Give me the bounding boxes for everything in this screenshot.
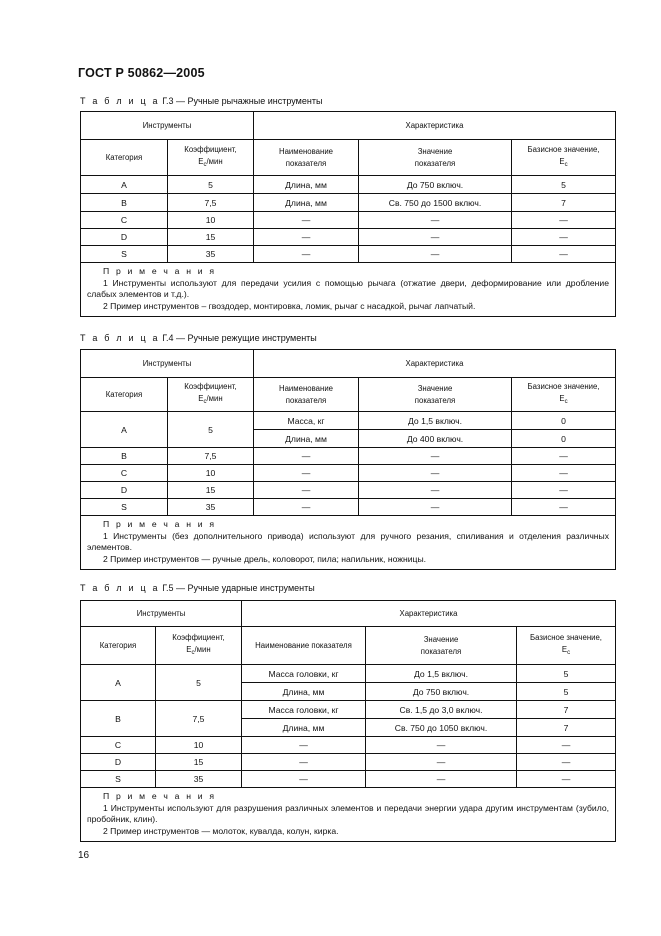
cell-base-value: 5 [517,683,616,701]
cell-category: D [81,229,168,246]
cell-coefficient: 10 [156,737,242,754]
cell-parameter-value: — [359,212,512,229]
cell-category: B [81,194,168,212]
cell-parameter-value: До 750 включ. [366,683,517,701]
cell-parameter-value: — [359,448,512,465]
cell-coefficient: 35 [156,771,242,788]
cell-parameter-name: — [254,482,359,499]
header-coefficient: Коэффициент, $E_с$/мин [156,627,242,665]
header-characteristics: Характеристика [254,350,616,378]
notes-title: П р и м е ч а н и я [103,266,217,276]
header-parameter-value: Значение показателя [359,140,512,176]
cell-base-value: — [517,737,616,754]
header-category: Категория [81,378,168,412]
cell-base-value: 5 [512,176,616,194]
cell-coefficient: 7,5 [168,448,254,465]
cell-parameter-value: До 750 включ. [359,176,512,194]
table-row [81,737,616,754]
cell-base-value: — [512,246,616,263]
notes-row [81,788,616,842]
cell-category: S [81,246,168,263]
table-row [81,212,616,229]
cell-parameter-name: Длина, мм [242,683,366,701]
table-row [81,665,616,683]
cell-category: D [81,482,168,499]
cell-category: S [81,771,156,788]
cell-parameter-name: Длина, мм [254,194,359,212]
cell-parameter-name: — [254,448,359,465]
cell-base-value: 7 [512,194,616,212]
cell-coefficient: 5 [156,665,242,701]
table-caption-g5: Т а б л и ц а Г.5 — Ручные ударные инструменты [80,583,315,593]
cell-base-value: — [512,465,616,482]
note-item: 1 Инструменты используют для разрушения различных элементов и передачи энергии удара другим инструментам (зубило, пробойник, клин). [87,802,610,824]
cell-parameter-name: — [242,737,366,754]
cell-coefficient: 7,5 [156,701,242,737]
notes-row [81,516,616,570]
table-notes [81,263,616,317]
table-g5-hand-impact-tools [80,600,616,842]
document-code: ГОСТ Р 50862—2005 [78,66,205,80]
header-parameter-value: Значение показателя [366,627,517,665]
table-row [81,701,616,719]
header-characteristics: Характеристика [242,601,616,627]
header-tools: Инструменты [81,350,254,378]
cell-parameter-name: — [254,212,359,229]
header-characteristics: Характеристика [254,112,616,140]
cell-base-value: — [517,754,616,771]
table-caption-g3: Т а б л и ц а Г.3 — Ручные рычажные инструменты [80,96,323,106]
table-row [81,465,616,482]
cell-coefficient: 35 [168,246,254,263]
cell-category: A [81,176,168,194]
cell-coefficient: 10 [168,212,254,229]
cell-coefficient: 15 [168,482,254,499]
header-tools: Инструменты [81,112,254,140]
cell-parameter-value: — [359,499,512,516]
table-caption-g4: Т а б л и ц а Г.4 — Ручные режущие инструменты [80,333,317,343]
note-item: 2 Пример инструментов — молоток, кувалда, колун, кирка. [103,825,339,836]
cell-base-value: 0 [512,412,616,430]
cell-base-value: — [512,482,616,499]
header-base-value: Базисное значение, $E_с$ [512,140,616,176]
cell-coefficient: 10 [168,465,254,482]
table-row [81,176,616,194]
cell-parameter-name: — [254,499,359,516]
cell-parameter-value: До 400 включ. [359,430,512,448]
cell-parameter-name: — [254,246,359,263]
cell-base-value: — [512,212,616,229]
cell-parameter-value: До 1,5 включ. [359,412,512,430]
table-row [81,499,616,516]
table-row [81,412,616,430]
header-coefficient: Коэффициент, $E_с$/мин [168,140,254,176]
note-item: 1 Инструменты (без дополнительного привода) используют для ручного резания, спиливания и отделения различных элементов. [87,530,610,552]
cell-parameter-name: Длина, мм [254,430,359,448]
table-notes [81,788,616,842]
cell-base-value: 7 [517,719,616,737]
cell-coefficient: 35 [168,499,254,516]
table-row [81,482,616,499]
header-category: Категория [81,627,156,665]
cell-coefficient: 15 [168,229,254,246]
notes-title: П р и м е ч а н и я [103,519,217,529]
note-item: 2 Пример инструментов – гвоздодер, монтировка, ломик, рычаг с насадкой, рычаг лапчатый. [103,300,476,311]
cell-coefficient: 5 [168,412,254,448]
notes-row [81,263,616,317]
cell-parameter-name: Масса головки, кг [242,665,366,683]
table-g3-hand-lever-tools [80,111,616,317]
cell-parameter-value: Св. 750 до 1050 включ. [366,719,517,737]
cell-parameter-name: — [242,754,366,771]
cell-category: B [81,701,156,737]
header-category: Категория [81,140,168,176]
cell-parameter-value: Св. 1,5 до 3,0 включ. [366,701,517,719]
header-tools: Инструменты [81,601,242,627]
cell-category: A [81,665,156,701]
header-parameter-value: Значение показателя [359,378,512,412]
cell-parameter-name: Масса, кг [254,412,359,430]
cell-parameter-value: — [366,754,517,771]
table-g4-hand-cutting-tools [80,349,616,570]
header-base-value: Базисное значение, $E_с$ [512,378,616,412]
cell-category: B [81,448,168,465]
cell-parameter-value: — [359,229,512,246]
table-row [81,229,616,246]
cell-base-value: — [517,771,616,788]
cell-category: S [81,499,168,516]
cell-base-value: 0 [512,430,616,448]
cell-coefficient: 5 [168,176,254,194]
cell-parameter-value: — [359,482,512,499]
cell-parameter-value: До 1,5 включ. [366,665,517,683]
header-coefficient: Коэффициент, $E_с$/мин [168,378,254,412]
cell-parameter-name: — [254,229,359,246]
cell-parameter-name: — [254,465,359,482]
header-parameter-name: Наименование показателя [254,140,359,176]
cell-category: A [81,412,168,448]
header-base-value: Базисное значение, $E_с$ [517,627,616,665]
table-row [81,246,616,263]
cell-coefficient: 7,5 [168,194,254,212]
cell-parameter-name: — [242,771,366,788]
cell-parameter-name: Длина, мм [242,719,366,737]
cell-base-value: — [512,448,616,465]
cell-base-value: — [512,229,616,246]
cell-base-value: 7 [517,701,616,719]
table-notes [81,516,616,570]
notes-title: П р и м е ч а н и я [103,791,217,801]
cell-coefficient: 15 [156,754,242,771]
cell-base-value: — [512,499,616,516]
cell-parameter-value: — [359,465,512,482]
cell-base-value: 5 [517,665,616,683]
table-row [81,754,616,771]
note-item: 2 Пример инструментов — ручные дрель, коловорот, пила; напильник, ножницы. [103,553,427,564]
table-row [81,771,616,788]
page-number: 16 [78,850,90,861]
cell-parameter-value: Св. 750 до 1500 включ. [359,194,512,212]
cell-category: D [81,754,156,771]
cell-parameter-value: — [366,771,517,788]
table-row [81,448,616,465]
table-row [81,194,616,212]
note-item: 1 Инструменты используют для передачи усилия с помощью рычага (отжатие двери, деформирование или дробление слабых элементов и т.д.). [87,277,610,299]
cell-parameter-value: — [359,246,512,263]
cell-parameter-name: Масса головки, кг [242,701,366,719]
header-parameter-name: Наименование показателя [254,378,359,412]
cell-category: C [81,737,156,754]
header-parameter-name: Наименование показателя [242,627,366,665]
cell-parameter-value: — [366,737,517,754]
cell-category: C [81,465,168,482]
cell-parameter-name: Длина, мм [254,176,359,194]
cell-category: C [81,212,168,229]
